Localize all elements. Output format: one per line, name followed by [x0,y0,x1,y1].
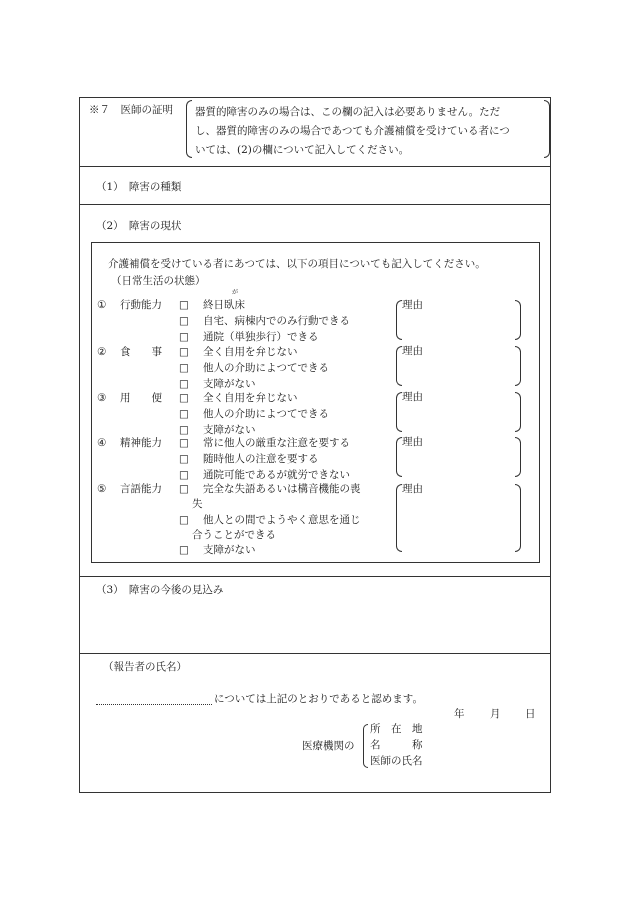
option-label: 自宅、病棟内でのみ行動できる [203,315,350,327]
checkbox[interactable]: □ [179,362,189,374]
divider-sec1 [79,166,551,167]
checkbox[interactable]: □ [179,346,189,358]
option-label: 完全な失語あるいは構音機能の喪 [203,483,361,495]
option-label: 常に他人の厳重な注意を要する [203,437,350,449]
divider-sec3 [79,576,551,577]
date-day: 日 [525,708,536,720]
reason-label: 理由 [402,436,423,448]
care-instruction: 介護補償を受けている者にあつては、以下の項目についても記入してください。 [108,258,486,270]
date-month: 月 [490,708,501,720]
doctor-name-label: 医師の氏名 [370,755,423,767]
checkbox[interactable]: □ [179,514,189,526]
item-number: ③ [97,392,107,404]
note-text [195,103,510,160]
section-3-title: （3） 障害の今後の見込み [96,584,224,596]
reason-label: 理由 [402,299,423,311]
checkbox[interactable]: □ [179,378,189,390]
checkbox[interactable]: □ [179,408,189,420]
option-label-continued: 失 [192,498,203,510]
checkbox[interactable]: □ [179,483,189,495]
option-label: 他人の介助によつてできる [203,408,329,420]
item-label-mobility: 行動能力 [120,299,162,311]
divider-sec2 [79,204,551,205]
item-number: ① [97,299,107,311]
institution-bracket [363,724,368,768]
option-label: 通院（単独歩行）できる [203,331,319,343]
checkbox[interactable]: □ [179,453,189,465]
option-label: 支障がない [203,378,256,390]
divider-report [79,653,551,654]
daily-life-subheading: （日常生活の状態） [111,275,206,287]
checkbox[interactable]: □ [179,315,189,327]
checkbox[interactable]: □ [179,299,189,311]
item-label-toilet: 用 便 [120,392,162,404]
section-1-title: （1） 障害の種類 [96,181,182,193]
section-2-title: （2） 障害の現状 [96,220,182,232]
reason-label: 理由 [402,391,423,403]
reason-right-bracket [515,392,521,432]
checkbox[interactable]: □ [179,331,189,343]
reason-right-bracket [515,484,521,552]
item-number: ② [97,346,107,358]
option-label: 通院可能であるが就労できない [203,469,350,481]
reason-label: 理由 [402,345,423,357]
date-year: 年 [454,708,465,720]
institution-address-label: 所 在 地 [370,723,423,735]
institution-name-label: 名 称 [370,739,423,751]
option-label: 全く自用を弁じない [203,346,298,358]
note-line: 器質的障害のみの場合は、この欄の記入は必要ありません。ただ [195,106,501,118]
option-label: 支障がない [203,424,256,436]
checkbox[interactable]: □ [179,392,189,404]
note-line: し、器質的障害のみの場合であつても介護補償を受けている者につ [195,125,510,137]
reporter-name-label: （報告者の氏名） [103,661,187,673]
reason-label: 理由 [402,483,423,495]
reporter-name-field[interactable] [96,704,212,705]
ruby-reading: が [232,289,239,296]
item-number: ⑤ [97,483,107,495]
option-label-continued: 合うことができる [192,529,276,541]
item-label-meals: 食 事 [120,346,162,358]
medical-institution-label: 医療機関の [302,740,355,752]
note-line: いては、(2)の欄について記入してください。 [195,144,410,156]
certification-text: については上記のとおりであると認めます。 [214,693,423,705]
item-number: ④ [97,437,107,449]
reason-right-bracket [515,437,521,477]
option-label: 他人の介助によつてできる [203,362,329,374]
option-label: 終日臥床 [203,299,245,311]
option-label: 随時他人の注意を要する [203,453,319,465]
option-label: 全く自用を弁じない [203,392,298,404]
checkbox[interactable]: □ [179,424,189,436]
note-right-bracket [544,100,550,158]
item-label-speech: 言語能力 [120,483,162,495]
checkbox[interactable]: □ [179,469,189,481]
option-label: 他人との間でようやく意思を通じ [203,514,361,526]
checkbox[interactable]: □ [179,544,189,556]
checkbox[interactable]: □ [179,437,189,449]
note-left-bracket [186,100,192,158]
doctor-certificate-label: ※７ 医師の証明 [89,104,173,116]
reason-right-bracket [515,346,521,386]
item-label-mental: 精神能力 [120,437,162,449]
reason-right-bracket [515,300,521,340]
option-label: 支障がない [203,544,256,556]
